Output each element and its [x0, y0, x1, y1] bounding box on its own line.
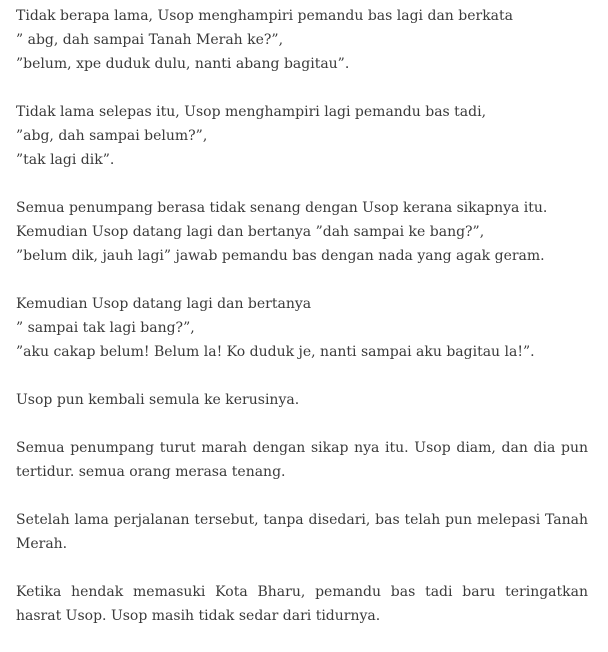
paragraph-7: Setelah lama perjalanan tersebut, tanpa disedari, bas telah pun melepasi Tanah Merah. [16, 512, 588, 552]
text-line: ”belum dik, jauh lagi” jawab pemandu bas dengan nada yang agak geram. [16, 248, 545, 264]
text-line: Tidak lama selepas itu, Usop menghampiri lagi pemandu bas tadi, [16, 104, 487, 120]
text-line: ” abg, dah sampai Tanah Merah ke?”, [16, 32, 284, 48]
text-line: ” sampai tak lagi bang?”, [16, 320, 195, 336]
paragraph-1 [16, 4, 588, 76]
paragraph-8: Ketika hendak memasuki Kota Bharu, pemandu bas tadi baru teringatkan hasrat Usop. Usop masih tidak sedar dari tidurnya. [16, 584, 588, 624]
paragraph-5 [16, 388, 588, 412]
paragraph-4 [16, 292, 588, 364]
text-line: Semua penumpang berasa tidak senang dengan Usop kerana sikapnya itu. [16, 200, 548, 216]
text-line: ”aku cakap belum! Belum la! Ko duduk je, nanti sampai aku bagitau la!”. [16, 344, 535, 360]
text-line: Kemudian Usop datang lagi dan bertanya [16, 296, 312, 312]
paragraph-6: Semua penumpang turut marah dengan sikap nya itu. Usop diam, dan dia pun tertidur. semua orang merasa tenang. [16, 440, 588, 480]
text-line: Tidak berapa lama, Usop menghampiri pemandu bas lagi dan berkata [16, 8, 513, 24]
text-line: ”abg, dah sampai belum?”, [16, 128, 208, 144]
text-line: ”tak lagi dik”. [16, 152, 115, 168]
text-line: Kemudian Usop datang lagi dan bertanya ”dah sampai ke bang?”, [16, 224, 485, 240]
paragraph-3 [16, 196, 588, 268]
text-line: ”belum, xpe duduk dulu, nanti abang bagitau”. [16, 56, 350, 72]
text-line: Usop pun kembali semula ke kerusinya. [16, 392, 300, 408]
story-text [16, 4, 588, 652]
paragraph-2 [16, 100, 588, 172]
